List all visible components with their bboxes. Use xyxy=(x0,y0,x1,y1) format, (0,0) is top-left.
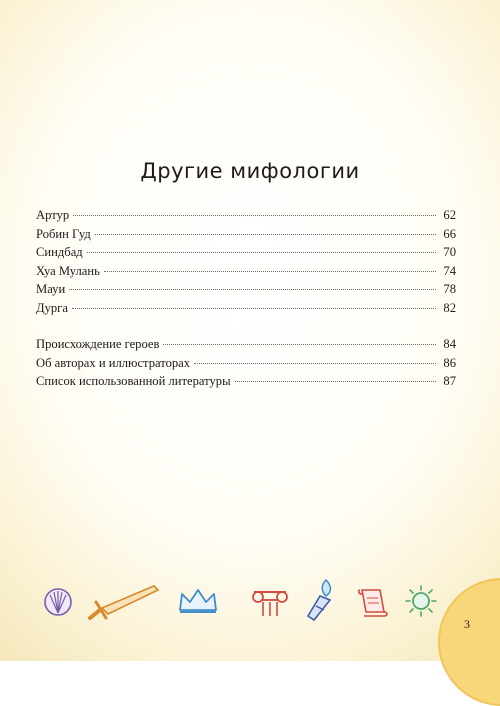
toc-entry-page: 86 xyxy=(443,355,456,370)
toc-entry-page: 70 xyxy=(443,245,456,260)
toc-entry-title: Об авторах и иллюстраторах xyxy=(36,355,191,370)
toc-entry-title: Мауи xyxy=(36,282,66,297)
toc-entry-title: Хуа Мулань xyxy=(36,263,100,278)
crown-icon xyxy=(176,586,220,616)
dot-leader xyxy=(194,363,436,364)
toc-entry-title: Список использованной литературы xyxy=(36,374,231,389)
toc-entry[interactable] xyxy=(36,299,456,318)
scroll-icon xyxy=(354,582,392,620)
sun-icon xyxy=(404,584,438,618)
dot-leader xyxy=(87,252,436,253)
toc-entry-page: 62 xyxy=(443,208,456,222)
toc-entry-page: 82 xyxy=(443,300,456,315)
toc-entry[interactable] xyxy=(36,354,456,373)
seashell-icon xyxy=(42,586,74,618)
toc-entry-title: Происхождение героев xyxy=(36,337,160,351)
page-number: 3 xyxy=(464,617,470,631)
torch-icon xyxy=(302,576,340,624)
sword-icon xyxy=(86,580,162,622)
dot-leader xyxy=(163,344,436,345)
column-capital-icon xyxy=(250,584,290,618)
toc-entry-title: Дурга xyxy=(36,300,68,315)
toc-entry[interactable] xyxy=(36,206,456,225)
toc-entry-page: 84 xyxy=(443,337,456,351)
toc-entry[interactable] xyxy=(36,225,456,244)
dot-leader xyxy=(95,234,436,235)
toc-entry-title: Робин Гуд xyxy=(36,226,91,241)
toc-entry[interactable] xyxy=(36,280,456,299)
toc-group-heroes xyxy=(36,206,456,318)
toc-entry[interactable] xyxy=(36,372,456,391)
dot-leader xyxy=(69,289,436,290)
toc-entry-page: 87 xyxy=(443,374,456,389)
toc-entry[interactable] xyxy=(36,335,456,354)
decorative-icon-strip xyxy=(0,572,500,632)
dot-leader xyxy=(235,381,436,382)
toc-entry[interactable] xyxy=(36,243,456,262)
toc-entry[interactable] xyxy=(36,262,456,281)
toc-group-appendix xyxy=(36,335,456,391)
dot-leader xyxy=(73,215,436,216)
toc-entry-title: Артур xyxy=(36,208,70,222)
toc-entry-page: 74 xyxy=(443,263,456,278)
toc-entry-page: 66 xyxy=(443,226,456,241)
page-title: Другие мифологии xyxy=(140,159,360,183)
toc-entry-title: Синдбад xyxy=(36,245,83,260)
toc-entry-page: 78 xyxy=(443,282,456,297)
dot-leader xyxy=(104,271,436,272)
dot-leader xyxy=(72,308,436,309)
